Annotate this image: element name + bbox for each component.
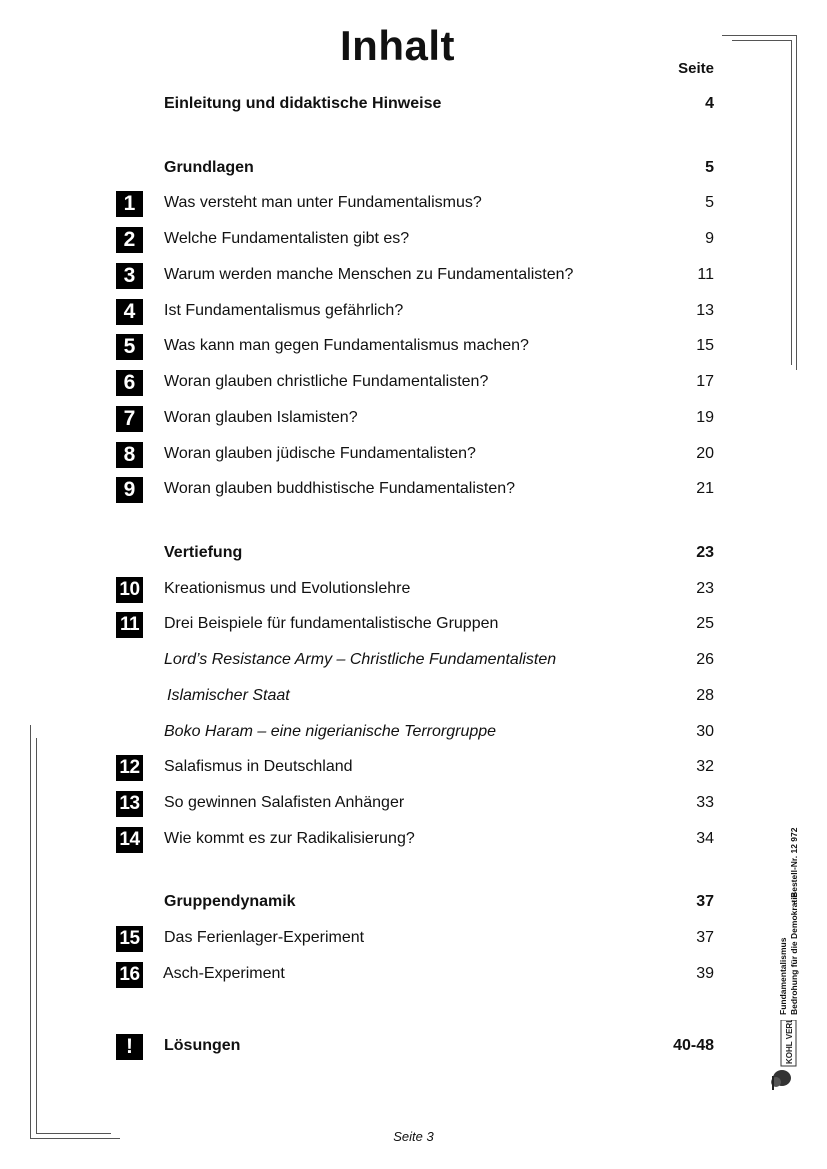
toc-subentry-lra[interactable] <box>116 648 714 674</box>
kohl-verlag-logo <box>769 1020 799 1092</box>
toc-entry-label: Asch-Experiment <box>163 965 285 982</box>
toc-entry-label: Lösungen <box>164 1037 241 1054</box>
toc-entry-label: Was kann man gegen Fundamentalismus machen? <box>164 337 529 354</box>
chapter-number-badge: 15 <box>116 926 143 952</box>
chapter-number-badge: 12 <box>116 755 143 781</box>
toc-entry-label: Welche Fundamentalisten gibt es? <box>164 230 410 247</box>
toc-entry-page: 19 <box>696 409 714 426</box>
page-column-header: Seite <box>678 60 714 77</box>
toc-entry-label: Salafismus in Deutschland <box>164 758 353 775</box>
chapter-number-badge: 10 <box>116 577 143 603</box>
toc-entry-page: 25 <box>696 615 714 632</box>
toc-entry-page: 37 <box>696 929 714 946</box>
toc-entry-15[interactable] <box>116 926 714 952</box>
toc-entry-label: Kreationismus und Evolutionslehre <box>164 580 411 597</box>
sidebar-title-line: Fundamentalismus <box>778 937 788 1015</box>
chapter-number-badge: 11 <box>116 612 143 638</box>
page-title: Inhalt <box>340 22 455 69</box>
toc-entry-11[interactable] <box>116 612 714 638</box>
toc-subentry-is[interactable] <box>116 684 714 710</box>
chapter-number-badge: 3 <box>116 263 143 289</box>
toc-section-vertiefung[interactable] <box>116 541 714 567</box>
toc-entry-page: 28 <box>696 687 714 704</box>
toc-entry-10[interactable] <box>116 577 714 603</box>
toc-entry-8[interactable] <box>116 442 714 468</box>
tree-logo-icon <box>769 1020 799 1092</box>
chapter-number-badge: 2 <box>116 227 143 253</box>
chapter-number-badge: 4 <box>116 299 143 325</box>
sidebar-subtitle-line: Bedrohung für die Demokratie <box>789 892 799 1015</box>
toc-entry-page: 30 <box>696 723 714 740</box>
page-footer: Seite 3 <box>393 1129 434 1144</box>
toc-entry-label: Das Ferienlager-Experiment <box>164 929 365 946</box>
frame-line-top-2 <box>732 40 792 41</box>
toc-entry-7[interactable] <box>116 406 714 432</box>
toc-entry-label: Warum werden manche Menschen zu Fundamentalisten? <box>164 266 574 283</box>
toc-entry-page: 20 <box>696 445 714 462</box>
toc-entry-1[interactable] <box>116 191 714 217</box>
toc-entry-page: 5 <box>705 159 714 176</box>
toc-entry-page: 4 <box>705 95 714 112</box>
chapter-number-badge: 5 <box>116 334 143 360</box>
chapter-number-badge: 1 <box>116 191 143 217</box>
toc-section-gruppendynamik[interactable] <box>116 890 714 916</box>
toc-entry-page: 11 <box>697 266 714 283</box>
toc-entry-page: 23 <box>696 580 714 597</box>
chapter-number-badge: 14 <box>116 827 143 853</box>
frame-line-right-2 <box>791 40 792 365</box>
toc-entry-6[interactable] <box>116 370 714 396</box>
toc-entry-16[interactable] <box>116 962 714 988</box>
toc-entry-page: 37 <box>696 893 714 910</box>
toc-entry-page: 13 <box>696 302 714 319</box>
toc-entry-page: 17 <box>696 373 714 390</box>
toc-entry-2[interactable] <box>116 227 714 253</box>
toc-entry-page: 9 <box>705 230 714 247</box>
toc-entry-label: Gruppendynamik <box>164 893 296 910</box>
toc-entry-label: Boko Haram – eine nigerianische Terrorgruppe <box>164 723 497 740</box>
toc-entry-9[interactable] <box>116 477 714 503</box>
toc-entry-page: 26 <box>696 651 714 668</box>
toc-entry-solutions[interactable] <box>116 1034 714 1060</box>
toc-entry-label: Was versteht man unter Fundamentalismus? <box>164 194 482 211</box>
toc-entry-label: Drei Beispiele für fundamentalistische Gruppen <box>164 615 499 632</box>
chapter-number-badge: 13 <box>116 791 143 817</box>
toc-entry-14[interactable] <box>116 827 714 853</box>
frame-line-left-2 <box>36 738 37 1134</box>
toc-entry-page: 34 <box>696 830 714 847</box>
sidebar-order-number: – Bestell-Nr. 12 972 <box>789 827 799 905</box>
chapter-number-badge: 6 <box>116 370 143 396</box>
toc-section-grundlagen[interactable] <box>116 156 714 182</box>
toc-entry-label: Woran glauben christliche Fundamentalisten? <box>164 373 489 390</box>
toc-entry-label: Lord’s Resistance Army – Christliche Fundamentalisten <box>164 651 557 668</box>
sidebar-book-title <box>778 893 800 1015</box>
toc-entry-3[interactable] <box>116 263 714 289</box>
exclamation-badge-icon: ! <box>116 1034 143 1060</box>
toc-entry-label: Vertiefung <box>164 544 243 561</box>
chapter-number-badge: 16 <box>116 962 143 988</box>
toc-entry-label: Wie kommt es zur Radikalisierung? <box>164 830 415 847</box>
toc-entry-page: 23 <box>696 544 714 561</box>
toc-entry-label: Ist Fundamentalismus gefährlich? <box>164 302 404 319</box>
toc-entry-label: Einleitung und didaktische Hinweise <box>164 95 442 112</box>
chapter-number-badge: 7 <box>116 406 143 432</box>
publisher-name: KOHL VERLAG <box>785 1020 794 1064</box>
chapter-number-badge: 8 <box>116 442 143 468</box>
toc-entry-label: Woran glauben jüdische Fundamentalisten? <box>164 445 476 462</box>
frame-line-top-1 <box>722 35 797 36</box>
toc-entry-label: Islamischer Staat <box>167 687 290 704</box>
toc-entry-page: 33 <box>696 794 714 811</box>
frame-line-right-1 <box>796 35 797 370</box>
toc-entry-page: 15 <box>696 337 714 354</box>
toc-entry-page: 21 <box>696 480 714 497</box>
toc-entry-page: 5 <box>705 194 714 211</box>
toc-entry-label: Woran glauben Islamisten? <box>164 409 358 426</box>
toc-entry-13[interactable] <box>116 791 714 817</box>
toc-entry-page: 39 <box>696 965 714 982</box>
toc-entry-label: Grundlagen <box>164 159 254 176</box>
toc-entry-4[interactable] <box>116 299 714 325</box>
toc-subentry-boko-haram[interactable] <box>116 720 714 746</box>
toc-entry-label: So gewinnen Salafisten Anhänger <box>164 794 405 811</box>
chapter-number-badge: 9 <box>116 477 143 503</box>
toc-entry-5[interactable] <box>116 334 714 360</box>
toc-entry-page: 32 <box>696 758 714 775</box>
toc-entry-page: 40-48 <box>673 1037 714 1054</box>
frame-line-left-1 <box>30 725 31 1139</box>
toc-entry-label: Woran glauben buddhistische Fundamentalisten? <box>164 480 516 497</box>
toc-entry-intro[interactable] <box>116 92 714 118</box>
toc-entry-12[interactable] <box>116 755 714 781</box>
